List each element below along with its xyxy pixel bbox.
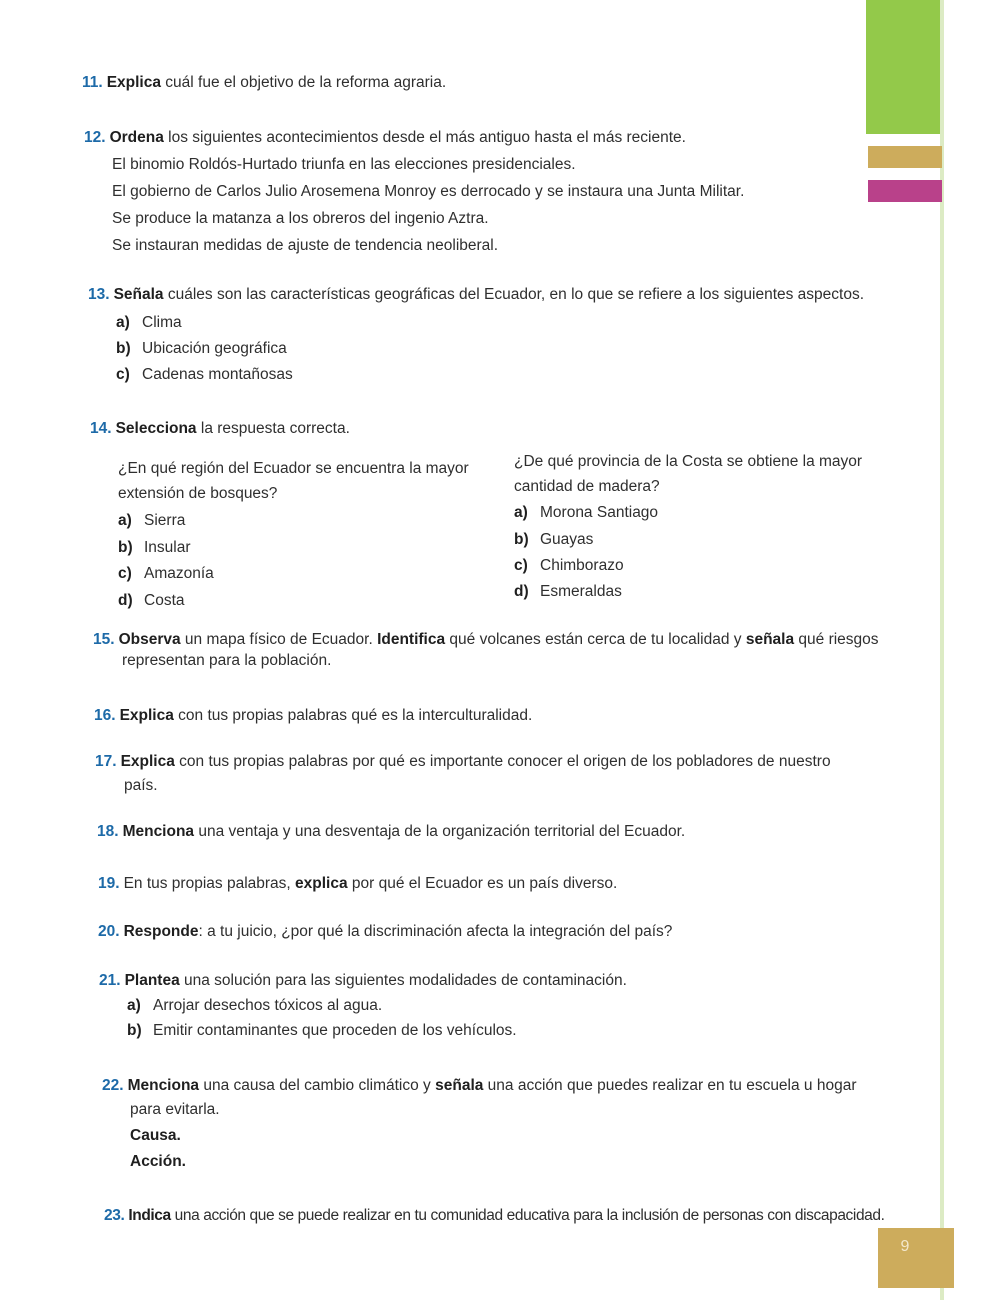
instruction-verb: explica — [295, 875, 348, 892]
option-a — [514, 500, 658, 525]
question-continuation: para evitarla. — [130, 1101, 220, 1118]
cause-label: Causa. — [130, 1127, 181, 1144]
question-number: 11. — [82, 74, 103, 91]
question-text: por qué el Ecuador es un país diverso. — [347, 875, 618, 892]
instruction-verb: Menciona — [122, 823, 195, 840]
question-text: los siguientes acontecimientos desde el más antiguo hasta el más reciente. — [163, 129, 686, 146]
instruction-verb: Menciona — [127, 1077, 200, 1094]
event-item: Se instauran medidas de ajuste de tendencia neoliberal. — [112, 237, 499, 254]
instruction-verb: Plantea — [124, 972, 180, 989]
question-number: 22. — [102, 1077, 124, 1094]
question-text: qué volcanes están cerca de tu localidad y — [445, 631, 746, 648]
option-label: b) — [127, 1022, 142, 1039]
question-text: En tus propias palabras, — [123, 875, 296, 892]
question-text: una acción que puedes realizar en tu escuela u hogar — [483, 1077, 857, 1094]
instruction-verb: Explica — [119, 707, 174, 724]
question-13 — [88, 282, 864, 307]
option-text: Amazonía — [144, 565, 214, 582]
option-d — [514, 579, 622, 604]
question-19 — [98, 871, 617, 896]
event-item: Se produce la matanza a los obreros del ingenio Aztra. — [112, 210, 489, 227]
question-continuation: representan para la población. — [122, 652, 332, 669]
question-number: 13. — [88, 286, 110, 303]
question-18 — [97, 819, 685, 844]
question-number: 17. — [95, 753, 117, 770]
question-number: 19. — [98, 875, 120, 892]
question-text: la respuesta correcta. — [196, 420, 350, 437]
option-label: b) — [116, 340, 131, 357]
page-number-box — [878, 1228, 954, 1288]
option-b — [127, 1018, 517, 1043]
question-text: : a tu juicio, ¿por qué la discriminación afecta la integración del país? — [198, 923, 673, 940]
option-text: Sierra — [144, 512, 186, 529]
option-text: Ubicación geográfica — [142, 340, 287, 357]
question-11 — [82, 70, 446, 95]
subquestion-right-line: ¿De qué provincia de la Costa se obtiene la mayor — [514, 453, 863, 470]
question-number: 23. — [104, 1207, 125, 1224]
option-text: Emitir contaminantes que proceden de los vehículos. — [153, 1022, 517, 1039]
question-number: 18. — [97, 823, 119, 840]
subquestion-left-line: ¿En qué región del Ecuador se encuentra la mayor — [118, 460, 469, 477]
instruction-verb: Explica — [120, 753, 175, 770]
question-text: con tus propias palabras qué es la interculturalidad. — [173, 707, 533, 724]
option-text: Costa — [144, 592, 185, 609]
option-label: d) — [514, 583, 529, 600]
question-23 — [104, 1203, 885, 1228]
option-text: Clima — [142, 314, 182, 331]
question-22 — [102, 1073, 857, 1098]
side-tab-gold — [868, 146, 942, 168]
question-number: 14. — [90, 420, 112, 437]
option-a — [127, 993, 382, 1018]
action-label: Acción. — [130, 1153, 186, 1170]
question-16 — [94, 703, 532, 728]
question-14 — [90, 416, 350, 441]
option-text: Cadenas montañosas — [142, 366, 293, 383]
question-17 — [95, 749, 831, 774]
option-label: a) — [116, 314, 130, 331]
option-label: c) — [116, 366, 130, 383]
question-text: con tus propias palabras por qué es importante conocer el origen de los pobladores de nuestro — [174, 753, 831, 770]
instruction-verb: señala — [745, 631, 795, 648]
question-text: una solución para las siguientes modalidades de contaminación. — [179, 972, 627, 989]
question-text: cuáles son las características geográficas del Ecuador, en lo que se refiere a los siguientes aspectos. — [163, 286, 865, 303]
question-text: un mapa físico de Ecuador. — [180, 631, 378, 648]
option-text: Insular — [144, 539, 191, 556]
option-b — [118, 535, 191, 560]
option-text: Esmeraldas — [540, 583, 622, 600]
option-c — [514, 553, 624, 578]
option-label: b) — [514, 531, 529, 548]
option-c — [116, 362, 293, 387]
question-number: 15. — [93, 631, 115, 648]
option-label: d) — [118, 592, 133, 609]
question-text: una causa del cambio climático y — [199, 1077, 436, 1094]
option-text: Chimborazo — [540, 557, 624, 574]
instruction-verb: Observa — [118, 631, 181, 648]
side-tab-magenta — [868, 180, 942, 202]
option-label: a) — [514, 504, 528, 521]
option-b — [116, 336, 287, 361]
event-item: El binomio Roldós-Hurtado triunfa en las elecciones presidenciales. — [112, 156, 576, 173]
option-text: Arrojar desechos tóxicos al agua. — [153, 997, 383, 1014]
question-12 — [84, 125, 686, 150]
question-number: 21. — [99, 972, 121, 989]
option-d — [118, 588, 185, 613]
subquestion-right-line: cantidad de madera? — [514, 478, 660, 495]
instruction-verb: Señala — [113, 286, 164, 303]
question-text: una ventaja y una desventaja de la organización territorial del Ecuador. — [194, 823, 686, 840]
instruction-verb: Explica — [106, 74, 161, 91]
question-number: 16. — [94, 707, 116, 724]
option-label: b) — [118, 539, 133, 556]
instruction-verb: Identifica — [377, 631, 446, 648]
question-number: 20. — [98, 923, 120, 940]
instruction-verb: Selecciona — [115, 420, 197, 437]
instruction-verb: Responde — [123, 923, 199, 940]
option-label: a) — [127, 997, 141, 1014]
option-text: Guayas — [540, 531, 594, 548]
option-c — [118, 561, 214, 586]
subquestion-left-line: extensión de bosques? — [118, 485, 278, 502]
option-label: a) — [118, 512, 132, 529]
question-text: cuál fue el objetivo de la reforma agraria. — [160, 74, 447, 91]
question-number: 12. — [84, 129, 106, 146]
option-b — [514, 527, 593, 552]
option-label: c) — [118, 565, 132, 582]
instruction-verb: señala — [435, 1077, 484, 1094]
event-item: El gobierno de Carlos Julio Arosemena Monroy es derrocado y se instaura una Junta Militar. — [112, 183, 745, 200]
question-continuation: país. — [124, 777, 158, 794]
option-label: c) — [514, 557, 528, 574]
instruction-verb: Ordena — [109, 129, 164, 146]
instruction-verb: Indica — [128, 1207, 171, 1224]
page-number: 9 — [900, 1238, 910, 1255]
question-text: una acción que se puede realizar en tu comunidad educativa para la inclusión de personas con discapacidad. — [170, 1207, 885, 1224]
side-tab-green — [866, 0, 942, 134]
question-20 — [98, 919, 672, 944]
option-a — [118, 508, 185, 533]
option-text: Morona Santiago — [540, 504, 659, 521]
question-21 — [99, 968, 627, 993]
option-a — [116, 310, 182, 335]
question-text: qué riesgos — [794, 631, 879, 648]
